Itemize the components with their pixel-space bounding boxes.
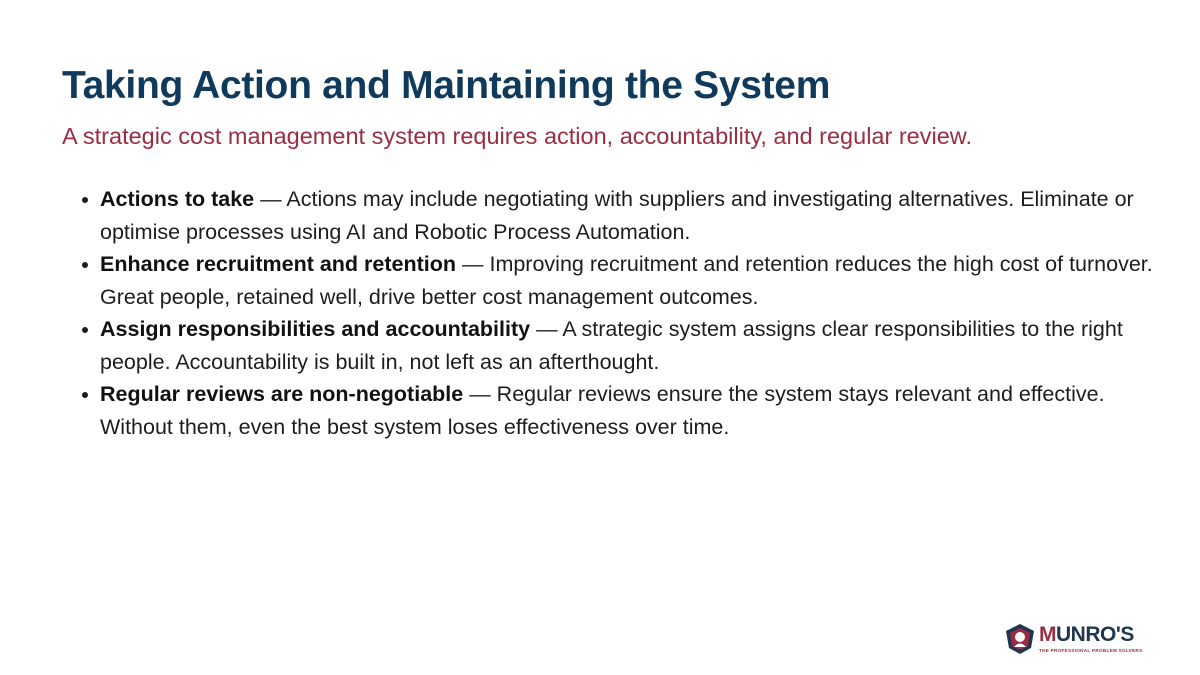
bullet-text: Improving recruitment and retention reduces the high cost of turnover. Great people, retained well, drive better cost management outcomes. (100, 252, 1153, 309)
bullet-item (100, 378, 1160, 443)
bullet-separator: — (463, 382, 497, 406)
bullet-heading: Regular reviews are non-negotiable (100, 382, 464, 406)
bullet-heading: Assign responsibilities and accountability (100, 317, 531, 341)
bullet-text: A strategic system assigns clear responsibilities to the right people. Accountability is built in, not left as an afterthought. (100, 317, 1123, 374)
bullet-item (100, 183, 1160, 248)
bullet-separator: — (254, 187, 287, 211)
logo-name: UNRO'S (1056, 623, 1134, 646)
bullet-item (100, 313, 1160, 378)
bullet-text: Regular reviews ensure the system stays relevant and effective. Without them, even the best system loses effectiveness over time. (100, 382, 1105, 439)
munros-logo (1003, 620, 1143, 660)
bullet-text: Actions may include negotiating with suppliers and investigating alternatives. Eliminate or optimise processes using AI and Robotic Process Automation. (100, 187, 1134, 244)
bullet-separator: — (530, 317, 563, 341)
shield-emblem-icon (1003, 622, 1037, 656)
bullet-list (100, 183, 1160, 443)
bullet-heading: Enhance recruitment and retention (100, 252, 457, 276)
logo-wordmark (1039, 623, 1134, 647)
slide-subtitle: A strategic cost management system requires action, accountability, and regular review. (62, 123, 972, 149)
slide-title: Taking Action and Maintaining the System (62, 64, 831, 107)
bullet-item (100, 248, 1160, 313)
logo-tagline: THE PROFESSIONAL PROBLEM SOLVERS (1039, 648, 1143, 653)
logo-initial: M (1039, 623, 1056, 646)
bullet-separator: — (456, 252, 490, 276)
bullet-heading: Actions to take (100, 187, 255, 211)
